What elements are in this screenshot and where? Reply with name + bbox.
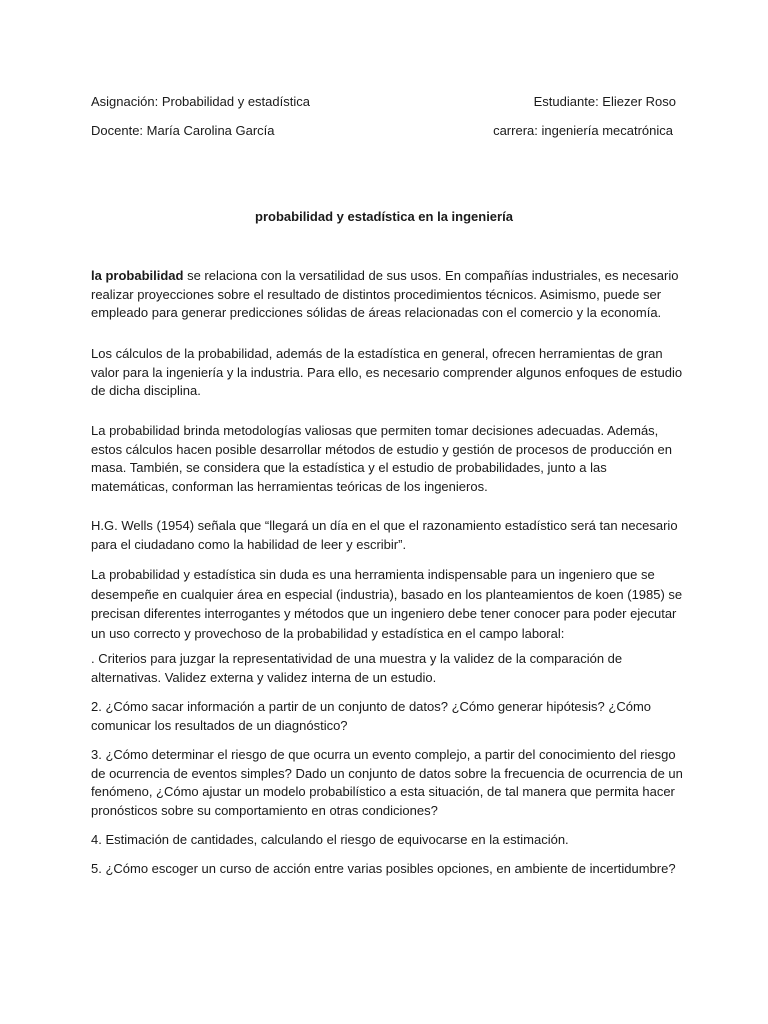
paragraph-5-text: La probabilidad y estadística sin duda es una herramienta indispensable para un ingeniero que se desempeñe en cualquier área en especial (industria), basado en los planteamientos de koen (1985) se precisan diferentes interrogantes y métodos que un ingeniero debe tener conocer para poder ejecutar un uso correcto y provechoso de la probabilidad y estadística en el campo laboral: <box>91 567 683 641</box>
paragraph-2-text: Los cálculos de la probabilidad, además de la estadística en general, ofrecen herramientas de gran valor para la ingeniería y la industria. Para ello, es necesario comprender algunos enfoques de estudio de dicha disciplina. <box>91 346 683 398</box>
list-item-text: 5. ¿Cómo escoger un curso de acción entre varias posibles opciones, en ambiente de incertidumbre? <box>91 861 676 876</box>
career-header: carrera: ingeniería mecatrónica <box>493 123 673 138</box>
paragraph-4-quote <box>91 516 686 554</box>
list-item-text: . Criterios para juzgar la representatividad de una muestra y la validez de la comparación de alternativas. Validez externa y validez interna de un estudio. <box>91 651 623 685</box>
paragraph-1-text: se relaciona con la versatilidad de sus usos. En compañías industriales, es necesario realizar proyecciones sobre el resultado de distintos procedimientos técnicos. Asimismo, puede ser empleado para generar predicciones sólidas de áreas relacionadas con el comercio y la economía. <box>91 268 679 320</box>
list-item <box>91 650 686 687</box>
paragraph-1-bold-lead: la probabilidad <box>91 268 184 283</box>
paragraph-3 <box>91 422 686 496</box>
list-item <box>91 746 686 820</box>
paragraph-2 <box>91 345 686 401</box>
student-header: Estudiante: Eliezer Roso <box>533 94 676 109</box>
paragraph-3-text: La probabilidad brinda metodologías valiosas que permiten tomar decisiones adecuadas. Además, estos cálculos hacen posible desarrollar métodos de estudio y gestión de procesos de producción en masa. También, se considera que la estadística y el estudio de probabilidades, junto a las matemáticas, conforman las herramientas teóricas de los ingenieros. <box>91 423 673 494</box>
list-item-text: 4. Estimación de cantidades, calculando el riesgo de equivocarse en la estimación. <box>91 832 569 847</box>
paragraph-4-text: H.G. Wells (1954) señala que “llegará un día en el que el razonamiento estadístico será tan necesario para el ciudadano como la habilidad de leer y escribir”. <box>91 518 678 552</box>
document-title: probabilidad y estadística en la ingeniería <box>255 209 513 224</box>
list-item <box>91 698 686 735</box>
list-item-text: 2. ¿Cómo sacar información a partir de un conjunto de datos? ¿Cómo generar hipótesis? ¿Cómo comunicar los resultados de un diagnóstico? <box>91 699 652 733</box>
paragraph-1 <box>91 267 686 323</box>
paragraph-5 <box>91 565 686 643</box>
list-item <box>91 831 686 850</box>
teacher-header: Docente: María Carolina García <box>91 123 275 138</box>
list-item-text: 3. ¿Cómo determinar el riesgo de que ocurra un evento complejo, a partir del conocimiento del riesgo de ocurrencia de eventos simples? Dado un conjunto de datos sobre la frecuencia de ocurrencia de un fenómeno, ¿Cómo ajustar un modelo probabilístico a esta situación, de tal manera que permita hacer pronósticos sobre su comportamiento en otras condiciones? <box>91 747 683 818</box>
list-item <box>91 860 686 879</box>
assignment-header: Asignación: Probabilidad y estadística <box>91 94 310 109</box>
